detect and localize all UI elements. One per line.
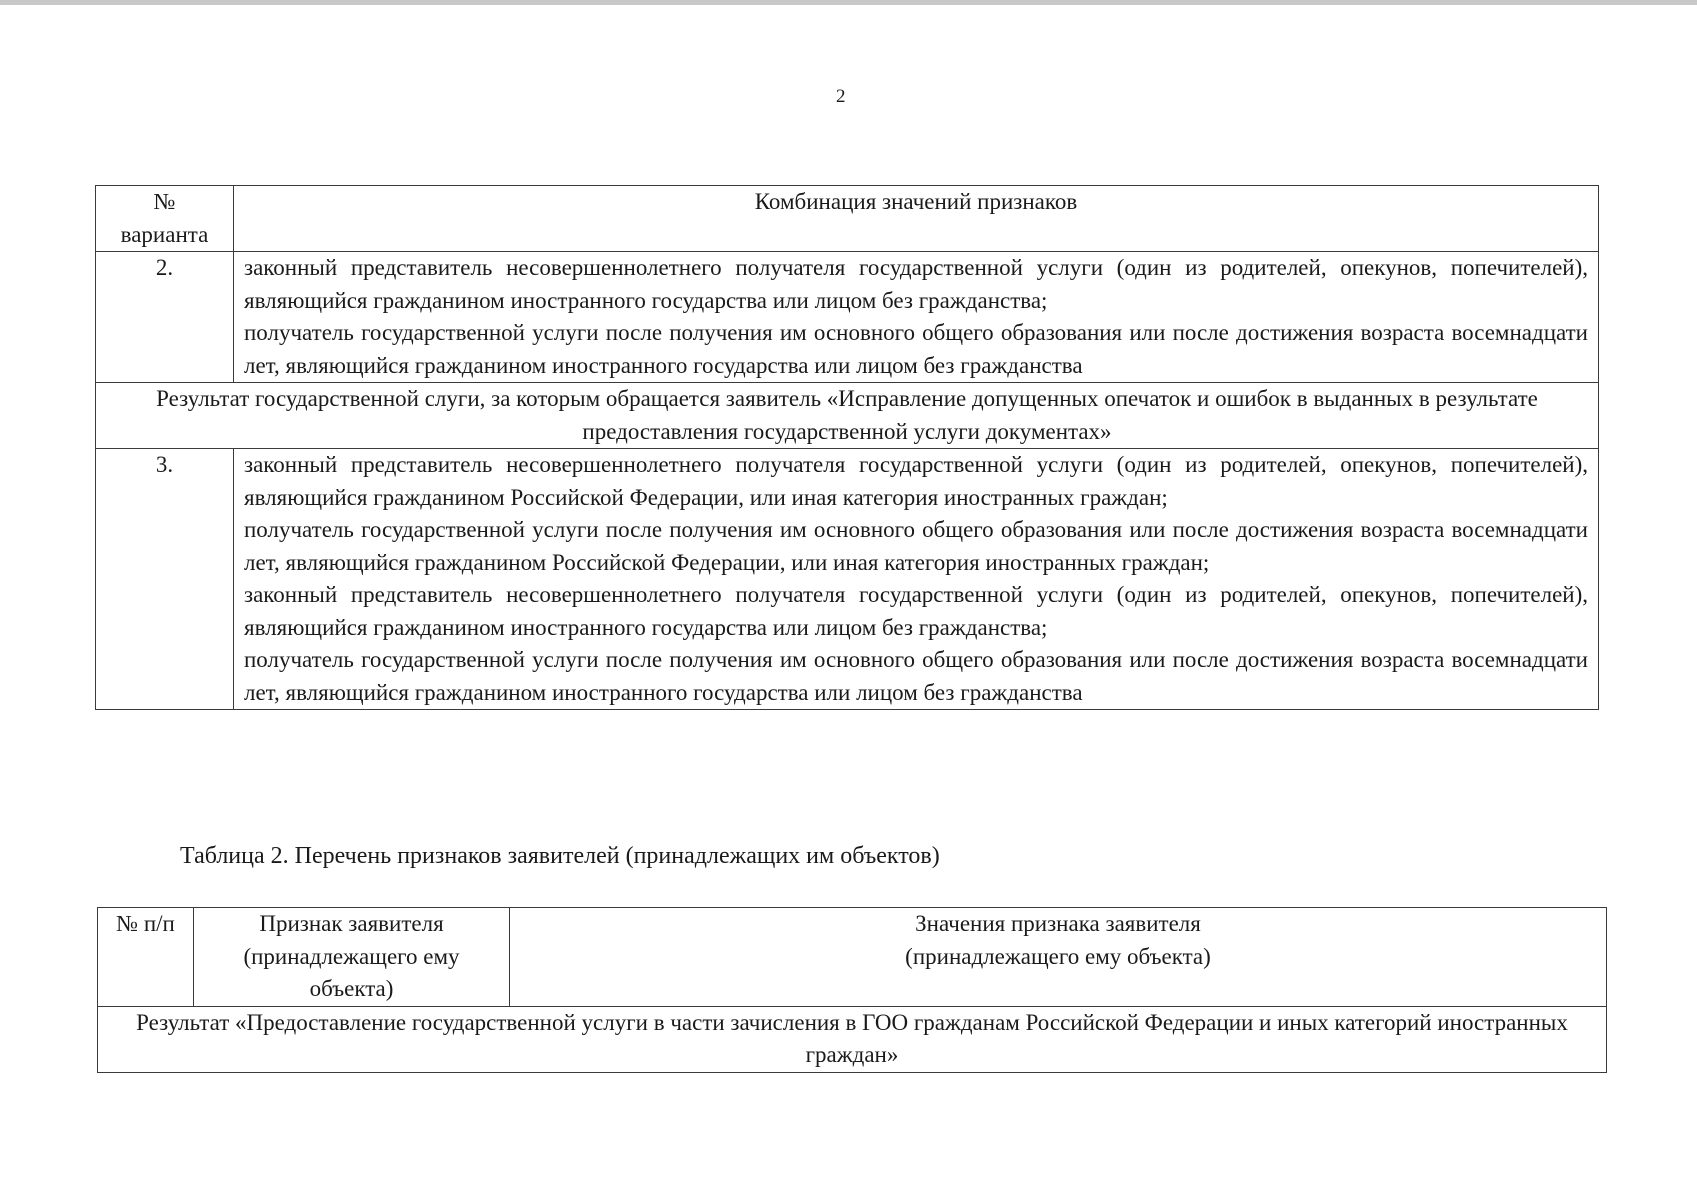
header-line: Признак заявителя: [259, 911, 444, 936]
table-header-row: [98, 908, 1607, 1007]
header-line: №: [153, 189, 176, 214]
combination-cell: [234, 252, 1599, 383]
combination-paragraph: законный представитель несовершеннолетнего получателя государственной услуги (один из родителей, опекунов, попечителей), являющийся гражданином иностранного государства или лицом без гражданства;: [244, 255, 1588, 313]
attribute-header: [194, 908, 510, 1007]
applicant-attributes-table: [97, 907, 1607, 1073]
result-cell: Результат государственной слуги, за которым обращается заявитель «Исправление допущенных опечаток и ошибок в выданных в результате предоставления государственной услуги документах»: [96, 383, 1599, 449]
result-row: [96, 383, 1599, 449]
combination-paragraph: законный представитель несовершеннолетнего получателя государственной услуги (один из родителей, опекунов, попечителей), являющийся гражданином Российской Федерации, или иная категория иностранных граждан;: [244, 452, 1588, 510]
variant-number: 2.: [96, 252, 234, 383]
header-line: объекта): [309, 976, 394, 1001]
variant-number: 3.: [96, 449, 234, 710]
combination-cell: [234, 449, 1599, 710]
table-row: [96, 449, 1599, 710]
table-header-row: [96, 186, 1599, 252]
variant-number-header: [96, 186, 234, 252]
header-line: (принадлежащего ему: [243, 943, 460, 969]
page-number: 2: [836, 86, 846, 107]
attribute-values-header: [510, 908, 1607, 1007]
combination-paragraph: получатель государственной услуги после получения им основного общего образования или после достижения возраста восемнадцати лет, являющийся гражданином иностранного государства или лицом без гражданства: [244, 320, 1588, 378]
combination-paragraph: законный представитель несовершеннолетнего получателя государственной услуги (один из родителей, опекунов, попечителей), являющийся гражданином иностранного государства или лицом без гражданства;: [244, 582, 1588, 640]
table-caption: Таблица 2. Перечень признаков заявителей (принадлежащих им объектов): [180, 843, 940, 869]
variants-table: [95, 185, 1599, 710]
row-number-header: № п/п: [98, 908, 194, 1007]
combination-paragraph: получатель государственной услуги после получения им основного общего образования или после достижения возраста восемнадцати лет, являющийся гражданином Российской Федерации, или иная категория иностранных граждан;: [244, 517, 1588, 575]
header-line: (принадлежащего ему объекта): [905, 943, 1211, 969]
header-line: варианта: [120, 221, 209, 247]
combination-paragraph: получатель государственной услуги после получения им основного общего образования или после достижения возраста восемнадцати лет, являющийся гражданином иностранного государства или лицом без гражданства: [244, 647, 1588, 705]
scan-edge: [0, 0, 1697, 5]
result-cell: Результат «Предоставление государственной услуги в части зачисления в ГОО гражданам Российской Федерации и иных категорий иностранных граждан»: [98, 1006, 1607, 1072]
combination-header: Комбинация значений признаков: [234, 186, 1599, 252]
table-row: [96, 252, 1599, 383]
header-line: Значения признака заявителя: [915, 911, 1201, 936]
result-row: [98, 1006, 1607, 1072]
